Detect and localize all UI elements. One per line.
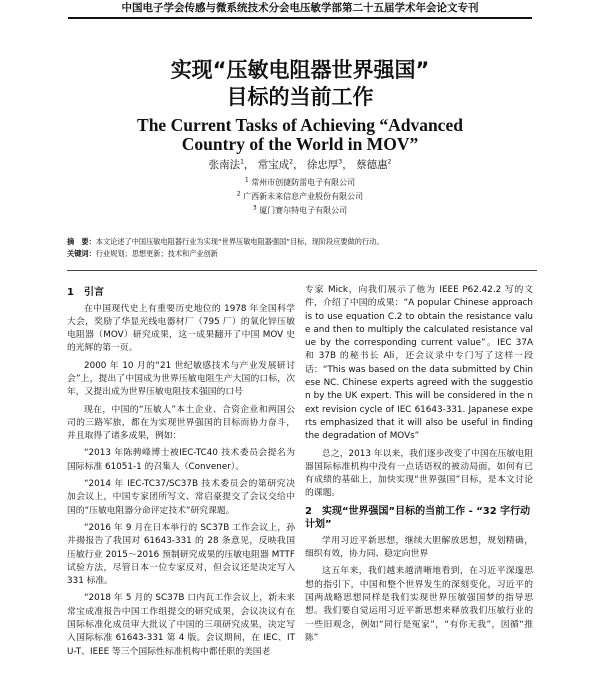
paragraph: 这五年来，我们越来越清晰地看到，在习近平深邃思想的指引下，中国和整个世界发生的深刻变化，习近平的国两战略思想同样是我们实现世界压敏强国梦的指导思想。我们要自觉运用习近平新思想来释放我们压敏行业的一些旧观念，例如“同行是冤家”，“有你无我”，因循“推陈” [305,566,533,643]
section-1-heading: 1 引言 [67,287,104,298]
abstract-text: 本文论述了中国压敏电阻器行业为实现“世界压敏电阻器强国”目标，现阶段应要做的行动。 [95,237,384,246]
right-column [305,284,533,649]
header-rule [68,17,532,19]
author-3-affiliation: 3 [338,158,343,166]
journal-header-text: 中国电子学会传感与微系统技术分会电压敏学部第二十五届学术年会论文专刊 [121,2,479,14]
paragraph: “2016 年 9 月在日本举行的 SC37B 工作会议上，孙井揚报告了我国对 61643-331 的 28 条意见，反映我国压敏行业 2015～2016 预制研究成果的压敏电阻器 MTTF 试验方法，尽管日本一位专家反对，但会议还是决定写入 331 标准。 [67,522,295,587]
paragraph: 2000 年 10 月的“21 世纪敏感技术与产业发展研讨会”上，提出了中国成为世界压敏电阻生产大国的口标，次年，又提出成为世界压敏电阻技术强国的口号 [67,360,295,398]
author-4: 蔡德惠 [356,159,388,171]
affiliation-3-text: 厦门赛尔特电子有限公司 [259,206,348,215]
paragraph: “2014 年 IEC-TC37/SC37B 技术委员会的第研究决加会议上，中国专家团所写文、常启豪提交了会议交给中国的“压敏电阻器分命评定技术”研究课题。 [67,479,295,516]
section-2-heading: 2 实现“世界强国”目标的当前工作 - “32 字行动计划” [305,505,531,531]
author-1-affiliation: 1 [240,158,244,166]
left-column [67,284,295,663]
abstract-divider [67,270,537,271]
english-title-line-2: Country of the World in MOV” [181,134,419,154]
paragraph: 现在，中国的“压敏人”本土企业、合资企业和两国公司的三路军旅，都在为实现世界强国的目标而协力奋斗，并且取得了诸多成果，例如： [67,404,295,442]
affiliation-3-number: 3 [252,204,257,212]
paragraph: 在中国现代史上有重要历史地位的 1978 年全国科学大会，奖励了华显光线电器材厂（795 厂）的氧化锌压敏电阻器（MOV）研究成果，这一成果翻开了中国 MOV 史的光辉的第一页。 [67,303,295,354]
author-list: 张南法$^1$， 常宝成$^2$， 徐忠厚$^3$， 蔡德惠$^2$ [208,158,392,171]
chinese-title-line-1: 实现“压敏电阻器世界强国” [170,58,430,82]
author-3: 徐忠厚 [306,159,339,171]
affiliation-1-number: 1 [244,176,249,184]
author-2: 常宝成 [257,159,290,171]
author-4-affiliation: 2 [387,158,392,166]
paragraph: 专家 Mick，向我们展示了他为 IEEE P62.42.2 写的文件，介绍了中国的成果：“A popular Chinese approach is to use equation C.2 to obtain the resistance value and then to multiply the calculated resistance value by the corresponding current value”。IEC 37A 和 37B 的秘书长 Ali，还会议录中专门写了这样一段话：“This was based on the data submitted by Chinese NC. Chinese experts agreed with the suggestion by the UK expert. This will be considered in the next revision cycle of IEC 61643-331. Japanese experts emphasized that it will also be useful in finding the degradation of MOVs” [305,285,533,442]
affiliation-1 [0,177,600,188]
chinese-title-line-2: 目标的当前工作 [226,85,374,109]
keywords-label: 关键词： [67,249,96,258]
abstract [67,236,537,247]
affiliation-2-text: 广西新未来信息产业股份有限公司 [243,192,364,201]
affiliation-3 [0,205,600,216]
keywords-text: 行业规划；思想更新；技术和产业创新 [95,249,218,258]
paragraph: 总之，2013 年以来，我们逐步改变了中国在压敏电阻器国际标准机构中没有一点话语权的被动局面，如何有已有成绩的基础上，加快实现“世界强国”目标，是本文讨论的课题。 [305,448,533,499]
paragraph: “2018 年 5 月的 SC37B 口内瓦工作会议上，新未来常宝成准报告中国工作组提交的研究成果，会议决议有在国际标准化成员审大批议了中国的三项研究成果，决定写入国际标准 61643-331 第 4 版。会议期间，在 IEC、ITU-T、IEEE 等三个国际性标准机构中都任职的美国老 [67,593,295,657]
english-title-line-1: The Current Tasks of Achieving “Advanced [137,115,463,135]
affiliation-2-number: 2 [236,190,241,198]
author-2-affiliation: 2 [289,158,294,166]
affiliation-2 [0,191,600,202]
paragraph: 学用习近平新思想，继续大胆解放思想，规划精确，细织有效，协力同、稳定向世界 [305,535,533,560]
keywords [67,248,537,259]
author-1: 张南法 [208,159,241,171]
abstract-label: 摘 要： [67,237,96,246]
paragraph: “2013 年陈骋峰博士被IEC-TC40 技术委员会提名为国际标准 61051-1 的召集人（Convener）。 [67,448,295,472]
affiliation-1-text: 常州市创捷防雷电子有限公司 [251,178,356,187]
